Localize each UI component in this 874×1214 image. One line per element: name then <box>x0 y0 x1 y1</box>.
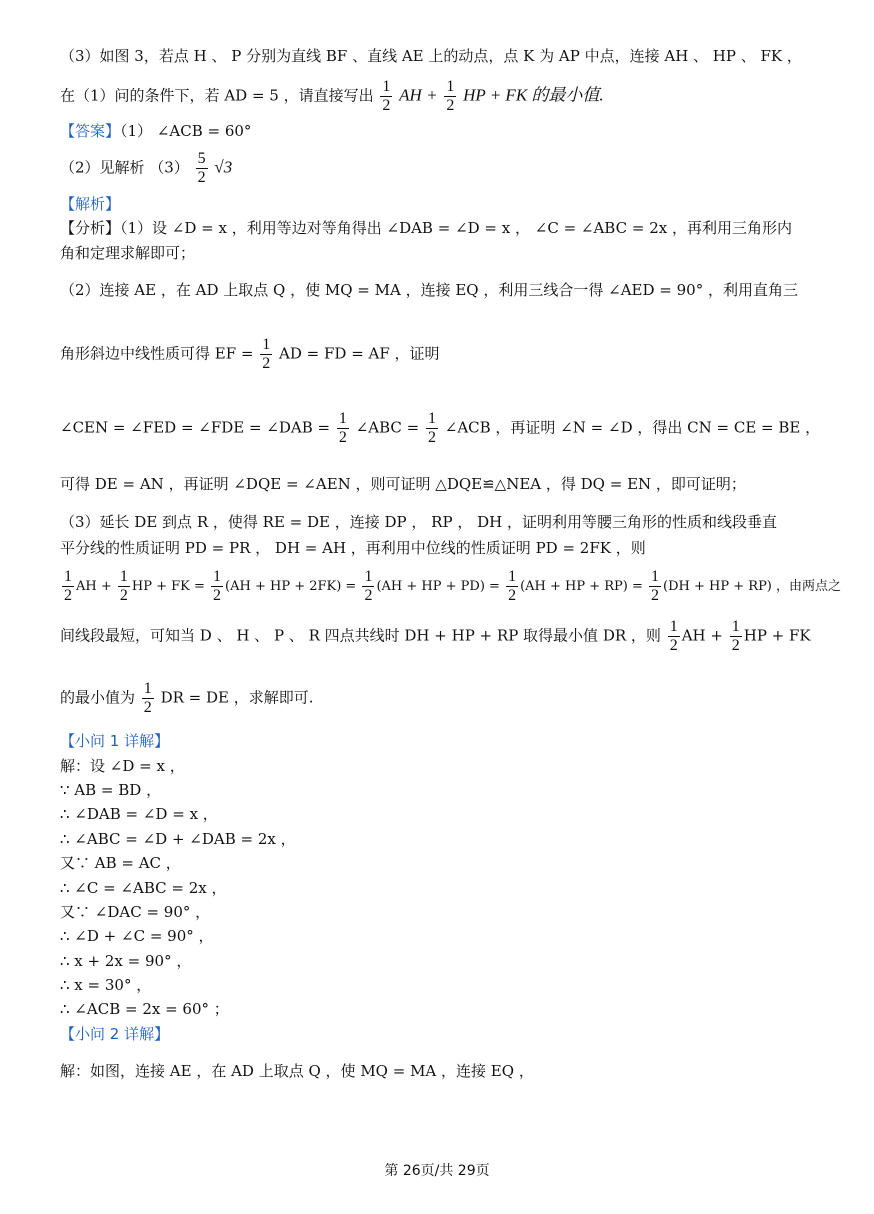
sub1-step: 又∵ AB = AC ， <box>60 854 181 872</box>
analysis-p3e: 的最小值为 $\frac{1}{2}$ DR = DE ，求解即可. <box>60 680 314 716</box>
analysis-p2d: 可得 DE = AN ，再证明 ∠DQE = ∠AEN ，则可证明 △DQE≌△NEA ，得 DQ = EN ，即可证明； <box>60 475 746 493</box>
answer-tag: 【答案】 <box>60 122 121 140</box>
analysis-p3b: 平分线的性质证明 PD = PR ， DH = AH ，再利用中位线的性质证明 PD = 2FK ，则 <box>60 539 646 557</box>
sub1-tag: 【小问 1 详解】 <box>60 732 170 750</box>
page-footer: 第 26页/共 29页 <box>384 1163 490 1179</box>
fraction-half: $\frac{1}{2}$ <box>446 78 455 114</box>
sub2-tag: 【小问 2 详解】 <box>60 1025 170 1043</box>
fraction-half: $\frac{1}{2}$ <box>669 618 678 654</box>
fraction-half: $\frac{1}{2}$ <box>364 568 373 604</box>
fraction-half: $\frac{1}{2}$ <box>64 568 72 604</box>
analysis-p3c: $\frac{1}{2}$ AH + $\frac{1}{2}$ HP + FK = $\frac{1}{2}$ (AH + HP + 2FK) = $\frac{1}{2}$ (AH + HP + PD) = $\frac{1}{2}$ (AH + HP + RP) = $\frac{1}{2}$ (DH + HP + RP) ，由两点之 <box>64 568 842 604</box>
fraction-half: $\frac{1}{2}$ <box>382 78 391 114</box>
fraction-half: $\frac{1}{2}$ <box>427 410 436 446</box>
sub1-step: 又∵ ∠DAC = 90° ， <box>60 903 211 921</box>
analysis-p2b: 角形斜边中线性质可得 EF = $\frac{1}{2}$ AD = FD = AF ，证明 <box>60 336 440 372</box>
analysis-p3a: （3）延长 DE 到点 R ，使得 RE = DE ，连接 DP ， RP ， DH ，证明利用等腰三角形的性质和线段垂直 <box>60 513 777 531</box>
sub1-step: ∴ x = 30° ， <box>60 976 152 994</box>
fraction-half: $\frac{1}{2}$ <box>508 568 517 604</box>
fraction-half: $\frac{1}{2}$ <box>731 618 740 654</box>
sub1-step: ∴ ∠ACB = 2x = 60° ； <box>60 1000 229 1018</box>
sub1-step: ∴ ∠DAB = ∠D = x ， <box>60 805 218 823</box>
analysis-p2c: ∠CEN = ∠FED = ∠FDE = ∠DAB = $\frac{1}{2}$ ∠ABC = $\frac{1}{2}$ ∠ACB ，再证明 ∠N = ∠D ，得出 CN = CE = BE ， <box>60 410 821 446</box>
sub1-step: ∴ ∠ABC = ∠D + ∠DAB = 2x ， <box>60 830 296 848</box>
sub1-step: 解：设 ∠D = x ， <box>60 757 185 775</box>
sub1-step: ∴ ∠C = ∠ABC = 2x ， <box>60 879 227 897</box>
fraction-5-2: $\frac{5}{2}$ <box>197 150 206 186</box>
answer-line2: （2）见解析 （3） $\frac{5}{2}$ √3 <box>60 150 233 186</box>
fraction-half: $\frac{1}{2}$ <box>338 410 347 446</box>
fraction-half: $\frac{1}{2}$ <box>213 568 222 604</box>
answer-line1: 【答案】（1） ∠ACB = 60° <box>60 122 252 140</box>
sub1-step: ∴ x + 2x = 90° ， <box>60 952 192 970</box>
fraction-half: $\frac{1}{2}$ <box>143 680 152 716</box>
analysis-p1a: 【分析】（1）设 ∠D = x ，利用等边对等角得出 ∠DAB = ∠D = x ， ∠C = ∠ABC = 2x ，再利用三角形内 <box>60 219 792 237</box>
fraction-half: $\frac{1}{2}$ <box>119 568 128 604</box>
analysis-tag: 【解析】 <box>60 195 121 213</box>
q3-line1: （3）如图 3，若点 H 、 P 分别为直线 BF 、直线 AE 上的动点，点 K 为 AP 中点，连接 AH 、 HP 、 FK ， <box>60 47 802 65</box>
sub2-line: 解：如图，连接 AE ，在 AD 上取点 Q ，使 MQ = MA ，连接 EQ ， <box>60 1062 534 1080</box>
analysis-p2a: （2）连接 AE ，在 AD 上取点 Q ，使 MQ = MA ，连接 EQ ，利用三线合一得 ∠AED = 90° ，利用直角三 <box>60 281 798 299</box>
sub1-step: ∴ ∠D + ∠C = 90° ， <box>60 927 214 945</box>
q3-line2: 在（1）问的条件下，若 AD = 5 ，请直接写出 $\frac{1}{2}$ AH + $\frac{1}{2}$ HP + FK 的最小值. <box>60 78 604 114</box>
fraction-half: $\frac{1}{2}$ <box>651 568 660 604</box>
analysis-p1b: 角和定理求解即可； <box>60 244 196 262</box>
analysis-p3d: 间线段最短，可知当 D 、 H 、 P 、 R 四点共线时 DH + HP + RP 取得最小值 DR ，则 $\frac{1}{2}$ AH + $\frac{1}{2}$ HP + FK <box>60 618 811 654</box>
fraction-half: $\frac{1}{2}$ <box>262 336 271 372</box>
sub1-step: ∵ AB = BD ， <box>60 781 162 799</box>
